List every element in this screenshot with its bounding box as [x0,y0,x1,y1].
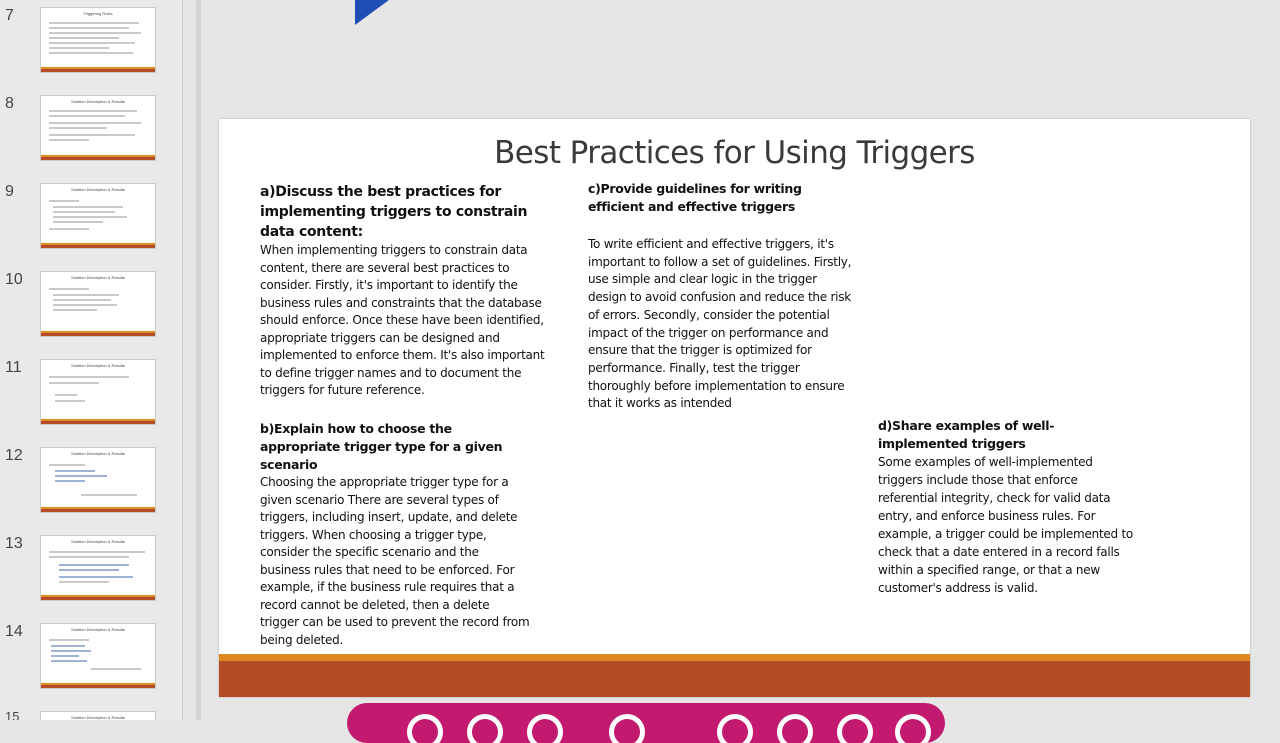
section-b-body: Choosing the appropriate trigger type for a given scenario There are several types of triggers, including insert, update, and delete triggers. When choosing a trigger type, consider the specific scenario and the business rules that need to be enforced. For example, if the business rule requires that a record cannot be deleted, then a delete trigger can be used to prevent the record from being deleted. [260,475,530,647]
thumbnail-text-line [49,52,133,54]
slide-number: 14 [5,623,23,640]
banner-circle-icon [717,714,753,743]
thumbnail-text-line [53,221,103,223]
thumbnail-band [41,333,155,336]
thumbnail-title: Solution Description & Results [71,187,125,192]
slide-number: 8 [5,95,14,112]
thumbnail-text-line [49,32,141,34]
slide-title[interactable]: Best Practices for Using Triggers [494,135,975,171]
banner-circle-icon [837,714,873,743]
thumbnail-title: Solution Description & Results [71,539,125,544]
slide-number: 12 [5,447,23,464]
banner-circle-icon [895,714,931,743]
thumbnail-text-line [81,494,137,496]
thumbnail-text-line [49,37,119,39]
thumbnail-text-line [49,42,135,44]
thumbnail-text-line [59,581,109,583]
thumbnail-text-line [49,127,107,129]
slide-thumbnail-15[interactable] [0,711,182,720]
section-a-textbox[interactable] [260,182,550,400]
thumbnail-title: Solution Description & Results [71,451,125,456]
section-d-textbox[interactable] [878,417,1140,597]
thumbnail-title: Solution Description & Results [71,715,125,720]
footer-band-red [219,661,1250,697]
thumbnail-text-line [53,294,119,296]
slide-thumbnail-7[interactable] [0,7,182,95]
thumbnail-text-line [49,139,89,141]
section-a-heading: a)Discuss the best practices for implementing triggers to constrain data content: [260,184,528,240]
thumbnail-text-line [49,382,99,384]
section-b-textbox[interactable] [260,420,530,649]
thumbnail-preview [40,359,156,425]
thumbnail-text-line [53,216,127,218]
slide-thumbnail-8[interactable] [0,95,182,183]
thumbnail-text-line [49,110,137,112]
thumbnail-preview [40,183,156,249]
thumbnail-text-line [53,206,123,208]
slide-number: 13 [5,535,23,552]
slide-thumbnail-pane[interactable] [0,0,183,720]
thumbnail-text-line [49,228,89,230]
thumbnail-preview [40,711,156,720]
thumbnail-band [41,509,155,512]
thumbnail-band [41,597,155,600]
thumbnail-text-line [53,211,115,213]
slide-thumbnail-9[interactable] [0,183,182,271]
thumbnail-text-line [49,551,145,553]
thumbnail-band [41,69,155,72]
thumbnail-code-line [55,470,95,472]
thumbnail-text-line [49,556,129,558]
previous-slide-shape [355,0,389,25]
thumbnail-text-line [55,400,85,402]
thumbnail-band [41,157,155,160]
pane-splitter[interactable] [196,0,201,720]
slide-thumbnail-13[interactable] [0,535,182,623]
slide-number: 9 [5,183,14,200]
thumbnail-preview [40,95,156,161]
slide-thumbnail-14[interactable] [0,623,182,711]
thumbnail-preview [40,271,156,337]
thumbnail-code-line [51,650,91,652]
thumbnail-preview [40,535,156,601]
slide-thumbnail-12[interactable] [0,447,182,535]
thumbnail-text-line [49,464,85,466]
thumbnail-code-line [51,655,79,657]
overlay-banner [347,703,945,743]
slide-number: 7 [5,7,14,24]
thumbnail-text-line [91,668,141,670]
thumbnail-text-line [49,639,89,641]
section-b-heading: b)Explain how to choose the appropriate trigger type for a given scenario [260,421,503,472]
thumbnail-text-line [49,22,139,24]
thumbnail-code-line [59,569,119,571]
thumbnail-title: Solution Description & Results [71,99,125,104]
thumbnail-band [41,421,155,424]
banner-circle-icon [467,714,503,743]
thumbnail-title: Solution Description & Results [71,275,125,280]
thumbnail-text-line [49,376,129,378]
section-c-body: To write efficient and effective triggers, it's important to follow a set of guidelines. Firstly, use simple and clear logic in the trigger design to avoid confusion and reduce the risk of errors. Secondly, consider the potential impact of the trigger on performance and ensure that the trigger is optimized for performance. Finally, test the trigger thoroughly before implementation to ensure that it works as intended [588,237,852,411]
thumbnail-text-line [49,200,79,202]
banner-circle-icon [609,714,645,743]
banner-circle-icon [527,714,563,743]
thumbnail-band [41,245,155,248]
thumbnail-code-line [59,564,129,566]
thumbnail-text-line [49,27,129,29]
thumbnail-text-line [49,288,89,290]
thumbnail-title: Solution Description & Results [71,627,125,632]
slide-number: 11 [5,359,22,376]
thumbnail-code-line [51,645,85,647]
current-slide[interactable] [219,119,1250,697]
thumbnail-text-line [49,47,109,49]
thumbnail-text-line [53,309,97,311]
thumbnail-text-line [49,115,125,117]
thumbnail-text-line [53,299,111,301]
banner-circle-icon [407,714,443,743]
section-d-heading: d)Share examples of well-implemented triggers [878,418,1055,451]
thumbnail-preview [40,623,156,689]
slide-thumbnail-11[interactable] [0,359,182,447]
thumbnail-text-line [49,134,135,136]
thumbnail-preview [40,447,156,513]
section-c-textbox[interactable] [588,180,858,413]
thumbnail-title: Solution Description & Results [71,363,125,368]
slide-thumbnail-10[interactable] [0,271,182,359]
thumbnail-code-line [59,576,133,578]
section-a-body: When implementing triggers to constrain data content, there are several best practices to consider. Firstly, it's important to identify the business rules and constraints that the database should enforce. Once these have been identified, appropriate triggers can be designed and implemented to enforce them. It's also important to define trigger names and to document the triggers for future reference. [260,243,545,397]
thumbnail-preview [40,7,156,73]
banner-circle-icon [777,714,813,743]
thumbnail-text-line [49,122,141,124]
thumbnail-code-line [51,660,87,662]
thumbnail-code-line [55,480,85,482]
section-d-body: Some examples of well-implemented triggers include those that enforce referential integrity, check for valid data entry, and enforce business rules. For example, a trigger could be implemented to check that a date entered in a record falls within a specified range, or that a new customer's address is valid. [878,455,1134,595]
footer-band-orange [219,654,1250,661]
thumbnail-code-line [55,475,107,477]
thumbnail-band [41,685,155,688]
thumbnail-text-line [53,304,117,306]
slide-number: 10 [5,271,23,288]
section-c-heading: c)Provide guidelines for writing efficient and effective triggers [588,181,802,214]
thumbnail-title: Triggering Rules [83,11,113,16]
slide-number: 15 [5,709,20,720]
thumbnail-text-line [55,394,77,396]
